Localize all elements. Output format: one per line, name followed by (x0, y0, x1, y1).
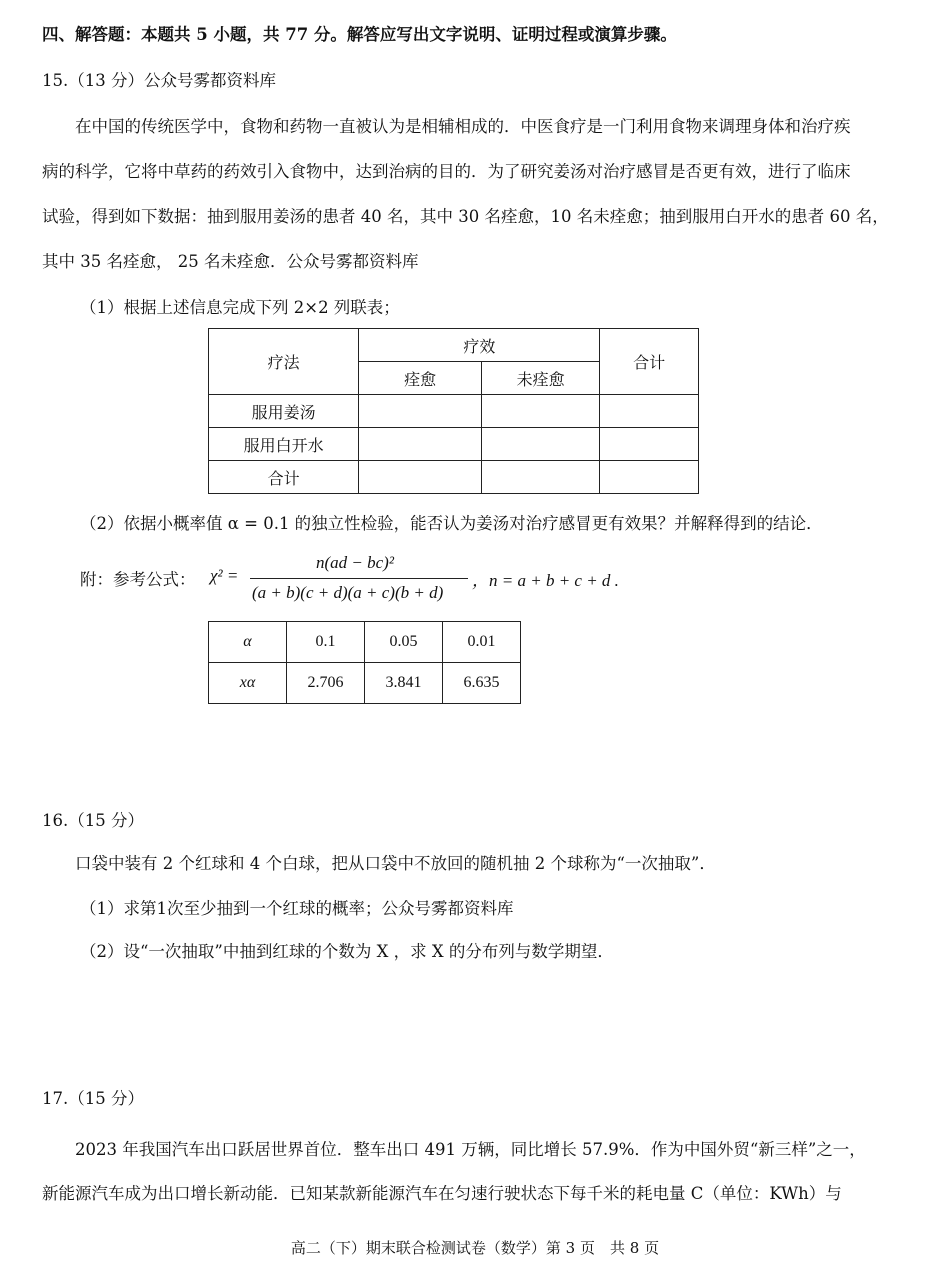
q15-para-line-4: 其中 35 名痊愈， 25 名未痊愈．公众号雾都资料库 (42, 252, 419, 271)
q15-para-line-2: 病的科学，它将中草药的药效引入食物中，达到治病的目的．为了研究姜汤对治疗感冒是否更有效，进行了临床 (42, 162, 851, 181)
row-label-total: 合计 (209, 461, 359, 494)
x-value: 6.635 (443, 663, 521, 704)
alpha-value: 0.05 (365, 622, 443, 663)
table-cell (481, 428, 600, 461)
alpha-label: α (209, 622, 287, 663)
table-cell (600, 461, 699, 494)
x-alpha-label: xα (209, 663, 287, 704)
table-row (209, 428, 699, 461)
alpha-value: 0.1 (287, 622, 365, 663)
q17-line2: 新能源汽车成为出口增长新动能．已知某款新能源汽车在匀速行驶状态下每千米的耗电量 C（单位：KWh）与 (42, 1184, 842, 1203)
x-value: 3.841 (365, 663, 443, 704)
table-cell (481, 395, 600, 428)
q15-para-line-1: 在中国的传统医学中，食物和药物一直被认为是相辅相成的．中医食疗是一门利用食物来调理身体和治疗疾 (75, 117, 851, 136)
row-label-water: 服用白开水 (209, 428, 359, 461)
q15-part1: （1）根据上述信息完成下列 2×2 列联表； (80, 298, 400, 317)
fraction-bar (250, 578, 468, 579)
q16-part1: （1）求第1次至少抽到一个红球的概率；公众号雾都资料库 (80, 899, 514, 918)
table-cell (359, 461, 482, 494)
table-cell (600, 395, 699, 428)
contingency-table (208, 328, 699, 494)
formula-denominator: (a + b)(c + d)(a + c)(b + d) (252, 583, 444, 602)
formula-label: 附：参考公式： (80, 570, 196, 589)
page-footer: 高二（下）期末联合检测试卷（数学）第 3 页 共 8 页 (290, 1239, 660, 1257)
x-value: 2.706 (287, 663, 365, 704)
section-header: 四、解答题：本题共 5 小题，共 77 分。解答应写出文字说明、证明过程或演算步骤。 (42, 25, 677, 44)
q17-line1: 2023 年我国汽车出口跃居世界首位．整车出口 491 万辆，同比增长 57.9%．作为中国外贸“新三样”之一， (75, 1140, 866, 1159)
header-not-cured: 未痊愈 (481, 362, 600, 395)
row-label-ginger: 服用姜汤 (209, 395, 359, 428)
q16-part2: （2）设“一次抽取”中抽到红球的个数为 X ，求 X 的分布列与数学期望． (80, 942, 614, 961)
alpha-value: 0.01 (443, 622, 521, 663)
table-cell (359, 428, 482, 461)
table-row (209, 461, 699, 494)
q15-para-line-3: 试验，得到如下数据：抽到服用姜汤的患者 40 名，其中 30 名痊愈，10 名未痊愈；抽到服用白开水的患者 60 名， (42, 207, 889, 226)
formula-lhs: χ² = (210, 566, 239, 585)
formula-numerator: n(ad − bc)² (316, 553, 394, 572)
header-cured: 痊愈 (359, 362, 482, 395)
table-cell (359, 395, 482, 428)
header-method: 疗法 (209, 329, 359, 395)
table-row (209, 395, 699, 428)
q15-part2: （2）依据小概率值 α = 0.1 的独立性检验，能否认为姜汤对治疗感冒更有效果？并解释得到的结论． (80, 514, 823, 533)
table-row (209, 622, 521, 663)
q16-title: 16.（15 分） (42, 811, 144, 830)
critical-value-table (208, 621, 521, 704)
q16-line1: 口袋中装有 2 个红球和 4 个白球，把从口袋中不放回的随机抽 2 个球称为“一次抽取”． (75, 854, 716, 873)
q17-title: 17.（15 分） (42, 1089, 144, 1108)
q15-title: 15.（13 分）公众号雾都资料库 (42, 71, 276, 90)
header-total: 合计 (600, 329, 699, 395)
table-row (209, 663, 521, 704)
table-cell (481, 461, 600, 494)
header-effect: 疗效 (359, 329, 600, 362)
formula-n: ，n = a + b + c + d . (472, 571, 619, 590)
table-cell (600, 428, 699, 461)
